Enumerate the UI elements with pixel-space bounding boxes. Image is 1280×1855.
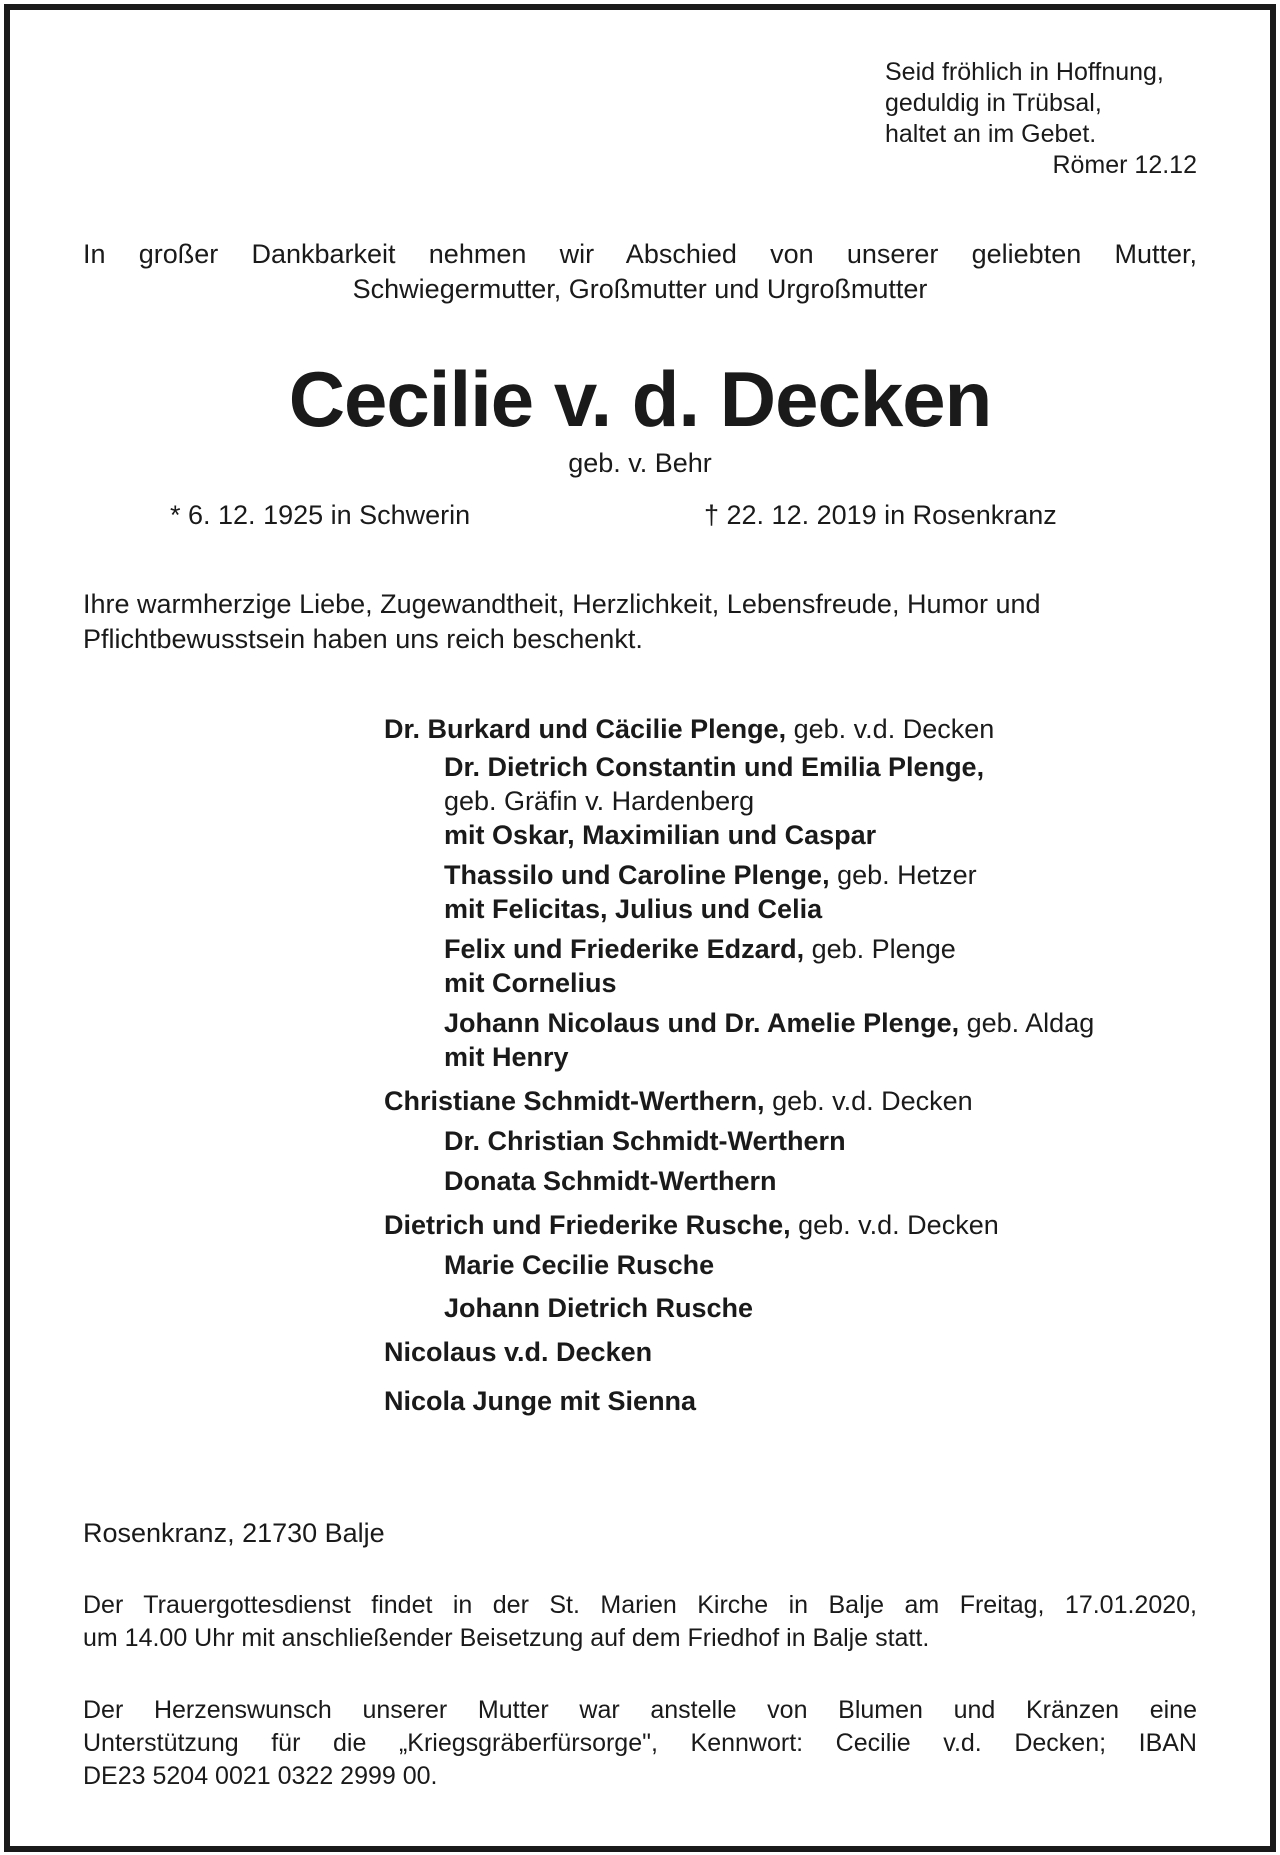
tribute-line: Ihre warmherzige Liebe, Zugewandtheit, Herzlichkeit, Lebensfreude, Humor und	[83, 589, 1041, 619]
member-children: mit Cornelius	[444, 968, 617, 998]
intro-line: Schwiegermutter, Großmutter und Urgroßmutter	[352, 274, 928, 304]
member-children: mit Oskar, Maximilian und Caspar	[444, 820, 877, 850]
mourner-suffix: geb. v.d. Decken	[790, 1210, 999, 1240]
member-children: mit Felicitas, Julius und Celia	[444, 894, 823, 924]
mourner-name: Nicola Junge mit Sienna	[384, 1386, 697, 1416]
mourner-suffix: geb. v.d. Decken	[764, 1086, 973, 1116]
verse-line: Seid fröhlich in Hoffnung,	[885, 58, 1164, 86]
member-name: Johann Dietrich Rusche	[444, 1293, 754, 1323]
mourner-name: Nicolaus v.d. Decken	[384, 1337, 653, 1367]
bible-verse	[885, 57, 1197, 181]
verse-reference: Römer 12.12	[1052, 151, 1197, 179]
mourner-member	[444, 750, 1204, 852]
member-name: Thassilo und Caroline Plenge,	[444, 860, 830, 890]
intro-text	[83, 237, 1197, 307]
tribute-line: Pflichtbewusstsein haben uns reich beschenkt.	[83, 624, 643, 654]
death-info: † 22. 12. 2019 in Rosenkranz	[704, 500, 1057, 530]
mourner-member	[444, 1006, 1204, 1074]
mourner-name: Dietrich und Friederike Rusche,	[384, 1210, 791, 1240]
member-name: Donata Schmidt-Werthern	[444, 1166, 777, 1196]
mourner-member	[444, 932, 1204, 1000]
verse-line: haltet an im Gebet.	[885, 120, 1097, 148]
service-info	[83, 1589, 1197, 1655]
service-line: Der Trauergottesdienst findet in der St. Marien Kirche in Balje am Freitag, 17.01.2020,	[83, 1591, 1197, 1619]
maiden-name: geb. v. Behr	[568, 448, 712, 478]
mourner-group	[384, 712, 1204, 1074]
intro-line: In großer Dankbarkeit nehmen wir Abschied von unserer geliebten Mutter,	[83, 239, 1197, 269]
member-name: Johann Nicolaus und Dr. Amelie Plenge,	[444, 1008, 960, 1038]
deceased-name: Cecilie v. d. Decken	[288, 355, 992, 443]
member-suffix: geb. Plenge	[804, 934, 956, 964]
member-suffix: geb. Aldag	[959, 1008, 1095, 1038]
mourner-name: Christiane Schmidt-Werthern,	[384, 1086, 765, 1116]
donation-line: Unterstützung für die „Kriegsgräberfürsorge", Kennwort: Cecilie v.d. Decken; IBAN	[83, 1729, 1197, 1757]
place-address: Rosenkranz, 21730 Balje	[83, 1518, 385, 1548]
donation-line: DE23 5204 0021 0322 2999 00.	[83, 1762, 438, 1790]
mourner-head	[384, 1208, 1204, 1242]
member-note: geb. Gräfin v. Hardenberg	[444, 786, 755, 816]
mourner-member	[444, 858, 1204, 926]
donation-info	[83, 1694, 1197, 1793]
mourner-suffix: geb. v.d. Decken	[786, 714, 995, 744]
member-children: mit Henry	[444, 1042, 569, 1072]
member-name: Marie Cecilie Rusche	[444, 1250, 715, 1280]
member-name: Dr. Christian Schmidt-Werthern	[444, 1126, 846, 1156]
mourner-head	[384, 712, 1204, 746]
mourner-name: Dr. Burkard und Cäcilie Plenge,	[384, 714, 787, 744]
birth-info: * 6. 12. 1925 in Schwerin	[170, 500, 471, 530]
mourners-list	[384, 712, 1204, 1418]
mourner-head	[384, 1084, 1204, 1118]
service-line: um 14.00 Uhr mit anschließender Beisetzung auf dem Friedhof in Balje statt.	[83, 1624, 930, 1652]
donation-line: Der Herzenswunsch unserer Mutter war anstelle von Blumen und Kränzen eine	[83, 1696, 1197, 1724]
member-name: Dr. Dietrich Constantin und Emilia Plenge,	[444, 752, 985, 782]
tribute-text	[83, 587, 1197, 657]
member-name: Felix und Friederike Edzard,	[444, 934, 805, 964]
verse-line: geduldig in Trübsal,	[885, 89, 1102, 117]
member-suffix: geb. Hetzer	[829, 860, 977, 890]
mourner-group	[384, 1084, 1204, 1198]
mourner-group	[384, 1208, 1204, 1325]
